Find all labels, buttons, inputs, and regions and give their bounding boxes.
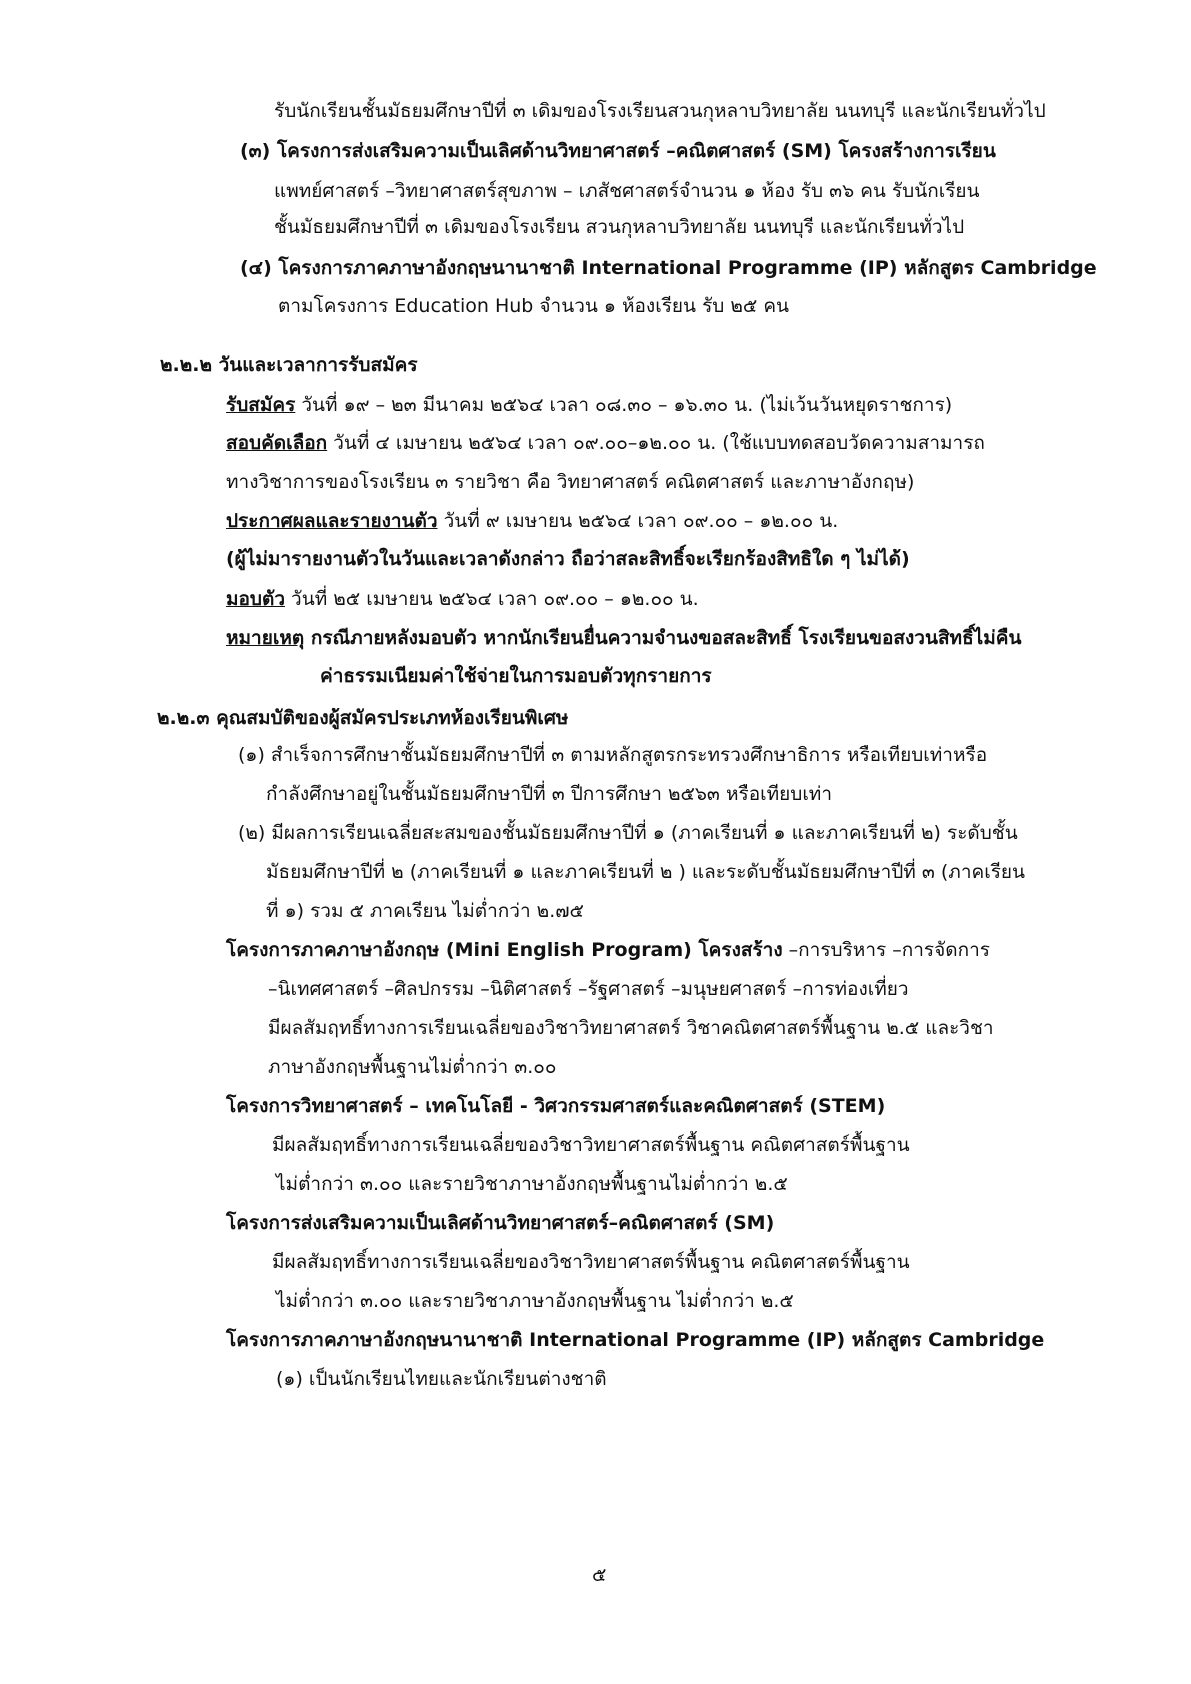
section-heading: ๒.๒.๒ วันและเวลาการรับสมัคร: [160, 354, 418, 376]
text-line: ไม่ต่ำกว่า ๓.๐๐ และรายวิชาภาษาอังกฤษพื้นฐานไม่ต่ำกว่า ๒.๕: [276, 1173, 788, 1195]
report-label: มอบตัว: [226, 588, 286, 610]
text-line: มีผลสัมฤทธิ์ทางการเรียนเฉลี่ยของวิชาวิทยาศาสตร์พื้นฐาน คณิตศาสตร์พื้นฐาน: [272, 1134, 910, 1156]
text-line: แพทย์ศาสตร์ –วิทยาศาสตร์สุขภาพ – เภสัชศาสตร์จำนวน ๑ ห้อง รับ ๓๖ คน รับนักเรียน: [274, 180, 980, 202]
apply-label: รับสมัคร: [226, 394, 296, 416]
note-continuation: ค่าธรรมเนียมค่าใช้จ่ายในการมอบตัวทุกรายการ: [320, 665, 712, 687]
exam-row: [226, 428, 985, 458]
text-line: ไม่ต่ำกว่า ๓.๐๐ และรายวิชาภาษาอังกฤษพื้นฐาน ไม่ต่ำกว่า ๒.๕: [276, 1290, 794, 1312]
program-heading: โครงการส่งเสริมความเป็นเลิศด้านวิทยาศาสตร์–คณิตศาสตร์ (SM): [226, 1212, 775, 1234]
mep-title-rest: –การบริหาร –การจัดการ: [782, 939, 990, 961]
program-heading: (๔) โครงการภาคภาษาอังกฤษนานาชาติ International Programme (IP) หลักสูตร Cambridge: [240, 257, 1097, 279]
apply-text: วันที่ ๑๙ – ๒๓ มีนาคม ๒๕๖๔ เวลา ๐๘.๓๐ – ๑๖.๓๐ น. (ไม่เว้นวันหยุดราชการ): [295, 394, 953, 416]
text-line: มีผลสัมฤทธิ์ทางการเรียนเฉลี่ยของวิชาวิทยาศาสตร์พื้นฐาน คณิตศาสตร์พื้นฐาน: [272, 1251, 910, 1273]
warning-line: (ผู้ไม่มารายงานตัวในวันและเวลาดังกล่าว ถือว่าสละสิทธิ์จะเรียกร้องสิทธิใด ๆ ไม่ได้): [226, 548, 910, 570]
text-line: (๑) เป็นนักเรียนไทยและนักเรียนต่างชาติ: [276, 1368, 607, 1390]
section-heading: ๒.๒.๓ คุณสมบัติของผู้สมัครประเภทห้องเรียนพิเศษ: [157, 707, 569, 729]
text-line: มีผลสัมฤทธิ์ทางการเรียนเฉลี่ยของวิชาวิทยาศาสตร์ วิชาคณิตศาสตร์พื้นฐาน ๒.๕ และวิชา: [268, 1017, 994, 1039]
mep-title: โครงการภาคภาษาอังกฤษ (Mini English Program) โครงสร้าง: [226, 939, 783, 961]
program-heading: (๓) โครงการส่งเสริมความเป็นเลิศด้านวิทยาศาสตร์ –คณิตศาสตร์ (SM) โครงสร้างการเรียน: [240, 140, 996, 162]
announce-text: วันที่ ๙ เมษายน ๒๕๖๔ เวลา ๐๙.๐๐ – ๑๒.๐๐ น.: [437, 510, 839, 532]
qualification-item: (๒) มีผลการเรียนเฉลี่ยสะสมของชั้นมัธยมศึกษาปีที่ ๑ (ภาคเรียนที่ ๑ และภาคเรียนที่ ๒) ระดับชั้น: [238, 822, 1018, 844]
exam-label: สอบคัดเลือก: [226, 432, 328, 454]
text-line: –นิเทศศาสตร์ –ศิลปกรรม –นิติศาสตร์ –รัฐศาสตร์ –มนุษยศาสตร์ –การท่องเที่ยว: [268, 978, 909, 1000]
announce-row: [226, 506, 838, 536]
text-line: ชั้นมัธยมศึกษาปีที่ ๓ เดิมของโรงเรียน สวนกุหลาบวิทยาลัย นนทบุรี และนักเรียนทั่วไป: [274, 216, 965, 238]
note-row: [226, 623, 1021, 653]
text-line: รับนักเรียนชั้นมัธยมศึกษาปีที่ ๓ เดิมของโรงเรียนสวนกุหลาบวิทยาลัย นนทบุรี และนักเรียนทั่วไป: [274, 100, 1046, 122]
text-line: ภาษาอังกฤษพื้นฐานไม่ต่ำกว่า ๓.๐๐: [268, 1056, 557, 1078]
text-line: ที่ ๑) รวม ๕ ภาคเรียน ไม่ต่ำกว่า ๒.๗๕: [266, 900, 584, 922]
mep-heading-row: [226, 935, 990, 965]
note-label: หมายเหตุ: [226, 627, 305, 649]
report-row: [226, 584, 699, 614]
text-line: ตามโครงการ Education Hub จำนวน ๑ ห้องเรียน รับ ๒๕ คน: [278, 295, 790, 317]
apply-row: [226, 390, 952, 420]
program-heading: โครงการภาคภาษาอังกฤษนานาชาติ International Programme (IP) หลักสูตร Cambridge: [226, 1329, 1045, 1351]
page-number: ๕: [592, 1564, 607, 1586]
report-text: วันที่ ๒๕ เมษายน ๒๕๖๔ เวลา ๐๙.๐๐ – ๑๒.๐๐ น.: [285, 588, 699, 610]
text-line: กำลังศึกษาอยู่ในชั้นมัธยมศึกษาปีที่ ๓ ปีการศึกษา ๒๕๖๓ หรือเทียบเท่า: [266, 783, 833, 805]
qualification-item: (๑) สำเร็จการศึกษาชั้นมัธยมศึกษาปีที่ ๓ ตามหลักสูตรกระทรวงศึกษาธิการ หรือเทียบเท่าหรือ: [238, 744, 988, 766]
announce-label: ประกาศผลและรายงานตัว: [226, 510, 438, 532]
exam-text: วันที่ ๔ เมษายน ๒๕๖๔ เวลา ๐๙.๐๐–๑๒.๐๐ น. (ใช้แบบทดสอบวัดความสามารถ: [327, 432, 985, 454]
text-line: มัธยมศึกษาปีที่ ๒ (ภาคเรียนที่ ๑ และภาคเรียนที่ ๒ ) และระดับชั้นมัธยมศึกษาปีที่ ๓ (ภาคเรียน: [266, 861, 1026, 883]
program-heading: โครงการวิทยาศาสตร์ – เทคโนโลยี - วิศวกรรมศาสตร์และคณิตศาสตร์ (STEM): [226, 1095, 886, 1117]
text-line: ทางวิชาการของโรงเรียน ๓ รายวิชา คือ วิทยาศาสตร์ คณิตศาสตร์ และภาษาอังกฤษ): [226, 471, 915, 493]
note-text: กรณีภายหลังมอบตัว หากนักเรียนยื่นความจำนงขอสละสิทธิ์ โรงเรียนขอสงวนสิทธิ์ไม่คืน: [304, 627, 1022, 649]
